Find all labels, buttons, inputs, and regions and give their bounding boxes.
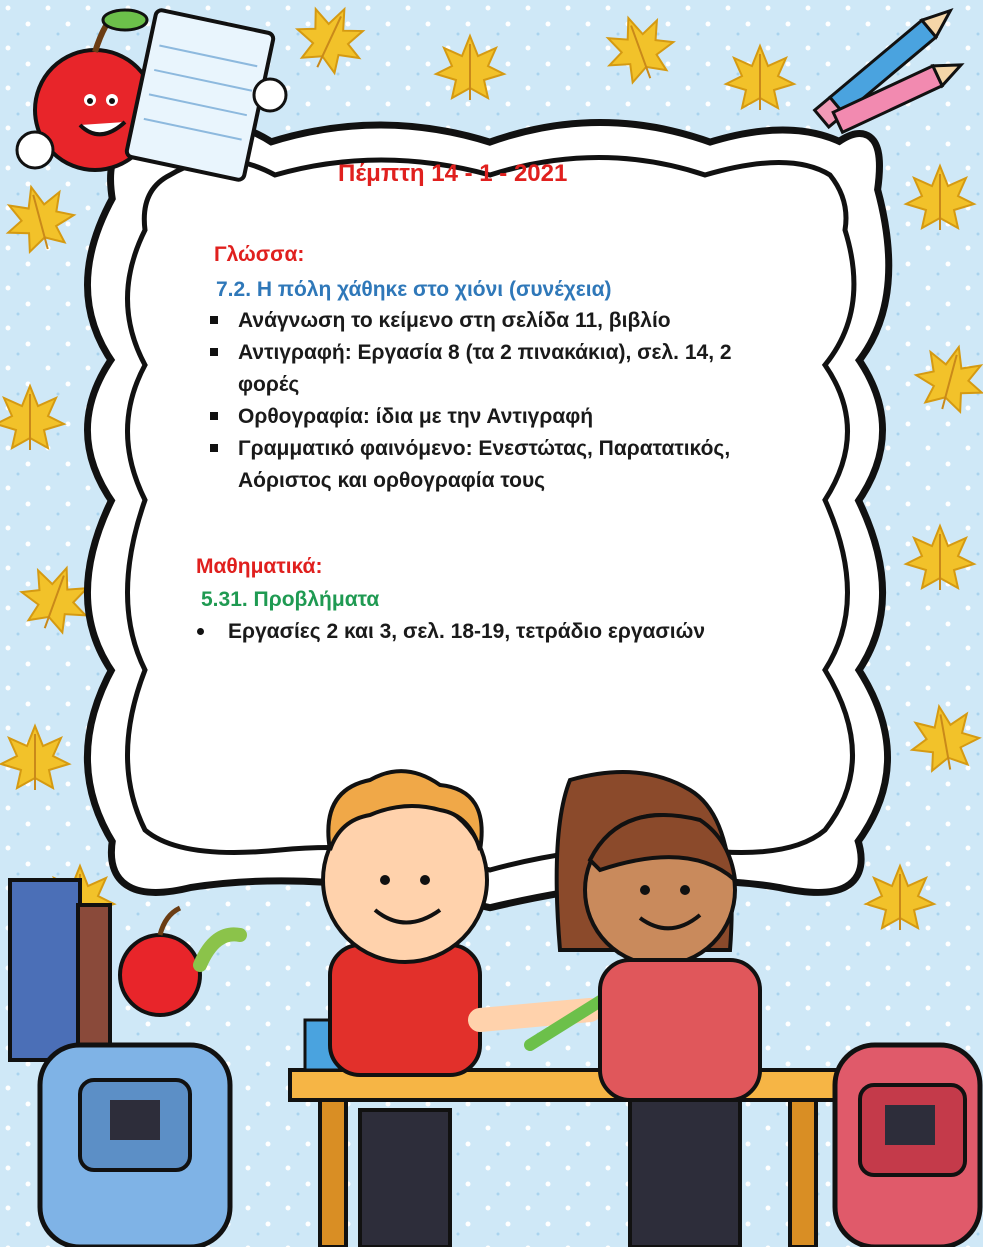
list-item-continuation: φορές [238,373,300,396]
list-bullet [210,316,218,324]
list-item: Ανάγνωση το κείμενο στη σελίδα 11, βιβλίο [238,309,671,332]
page-title: Πέμπτη 14 - 1 - 2021 [338,160,568,187]
list-bullet [210,348,218,356]
list-bullet [197,628,204,635]
list-item: Εργασίες 2 και 3, σελ. 18-19, τετράδιο εργασιών [228,620,706,643]
list-item: Αντιγραφή: Εργασία 8 (τα 2 πινακάκια), σελ. 14, 2 [238,341,732,364]
math-heading: Μαθηματικά: [196,555,323,578]
red-backpack [835,1045,980,1247]
list-item: Ορθογραφία: ίδια με την Αντιγραφή [238,405,594,428]
blue-backpack [40,1045,230,1247]
list-item-continuation: Αόριστος και ορθογραφία τους [238,469,546,492]
language-heading: Γλώσσα: [214,243,305,266]
list-bullet [210,444,218,452]
language-lesson-title: 7.2. Η πόλη χάθηκε στο χιόνι (συνέχεια) [216,278,612,301]
list-bullet [210,412,218,420]
list-item: Γραμματικό φαινόμενο: Ενεστώτας, Παρατατικός, [238,437,731,460]
math-lesson-title: 5.31. Προβλήματα [201,588,380,611]
